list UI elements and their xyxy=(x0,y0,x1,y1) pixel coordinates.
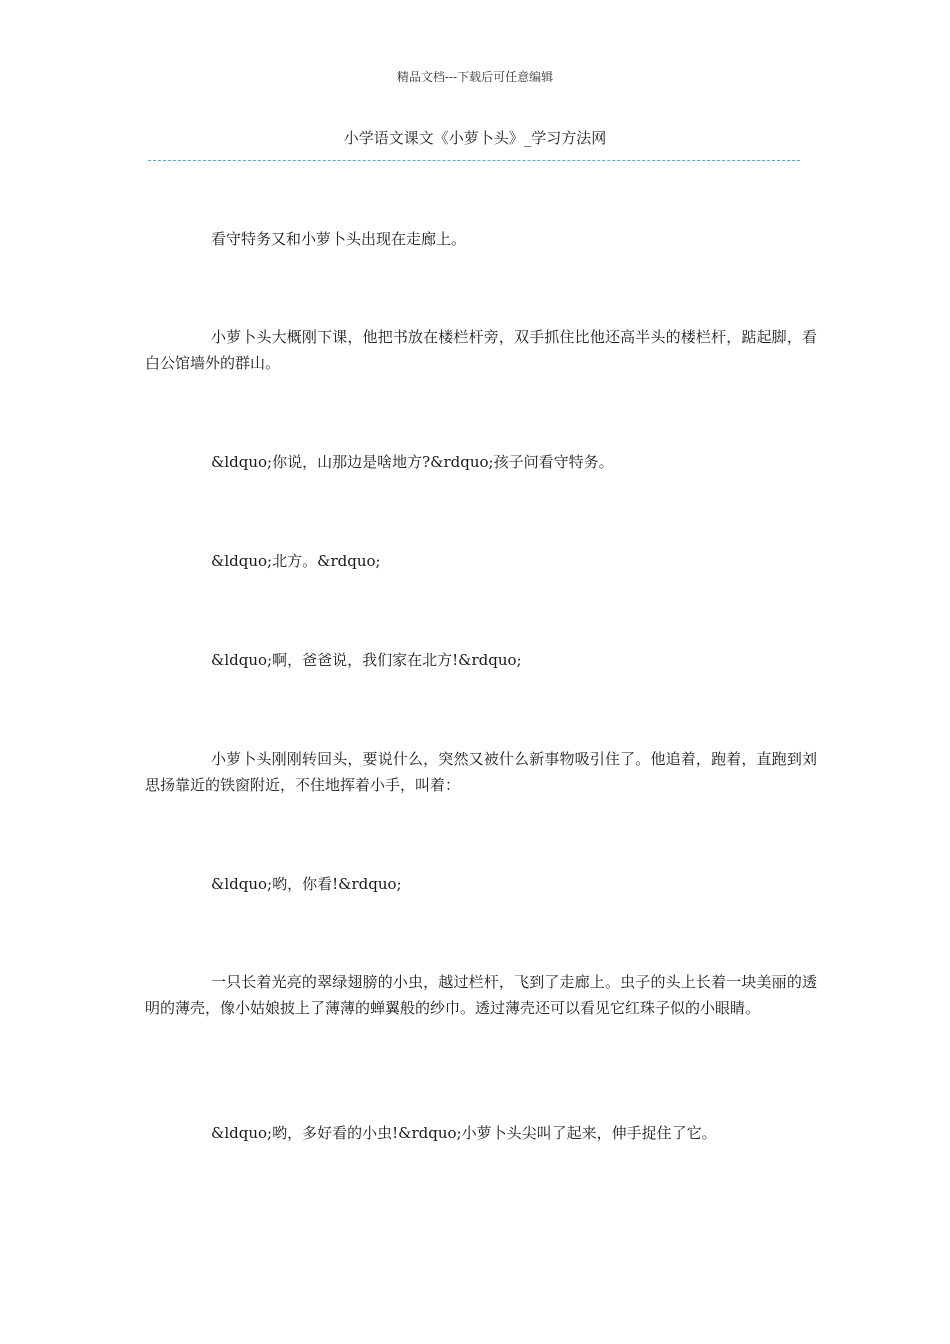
paragraph: &ldquo;啊，爸爸说，我们家在北方!&rdquo; xyxy=(211,651,522,669)
paragraph: 小萝卜头刚刚转回头，要说什么，突然又被什么新事物吸引住了。他追着，跑着，直跑到刘思扬靠近的铁窗附近，不住地挥着小手，叫着： xyxy=(145,750,817,794)
paragraph: 看守特务又和小萝卜头出现在走廊上。 xyxy=(211,230,467,248)
header-note: 精品文档---下载后可任意编辑 xyxy=(396,70,554,84)
paragraph: &ldquo;北方。&rdquo; xyxy=(211,552,381,570)
paragraph: &ldquo;哟，你看!&rdquo; xyxy=(211,875,402,893)
document-title: 小学语文课文《小萝卜头》_学习方法网 xyxy=(343,129,607,147)
paragraph: &ldquo;哟，多好看的小虫!&rdquo;小萝卜头尖叫了起来，伸手捉住了它。 xyxy=(211,1124,717,1142)
header-divider xyxy=(148,160,800,161)
paragraph: 小萝卜头大概刚下课，他把书放在楼栏杆旁，双手抓住比他还高半头的楼栏杆，踮起脚，看白公馆墙外的群山。 xyxy=(145,328,817,372)
paragraph: &ldquo;你说，山那边是啥地方?&rdquo;孩子问看守特务。 xyxy=(211,453,614,471)
paragraph: 一只长着光亮的翠绿翅膀的小虫，越过栏杆，飞到了走廊上。虫子的头上长着一块美丽的透明的薄壳，像小姑娘披上了薄薄的蝉翼般的纱巾。透过薄壳还可以看见它红珠子似的小眼睛。 xyxy=(145,973,817,1017)
